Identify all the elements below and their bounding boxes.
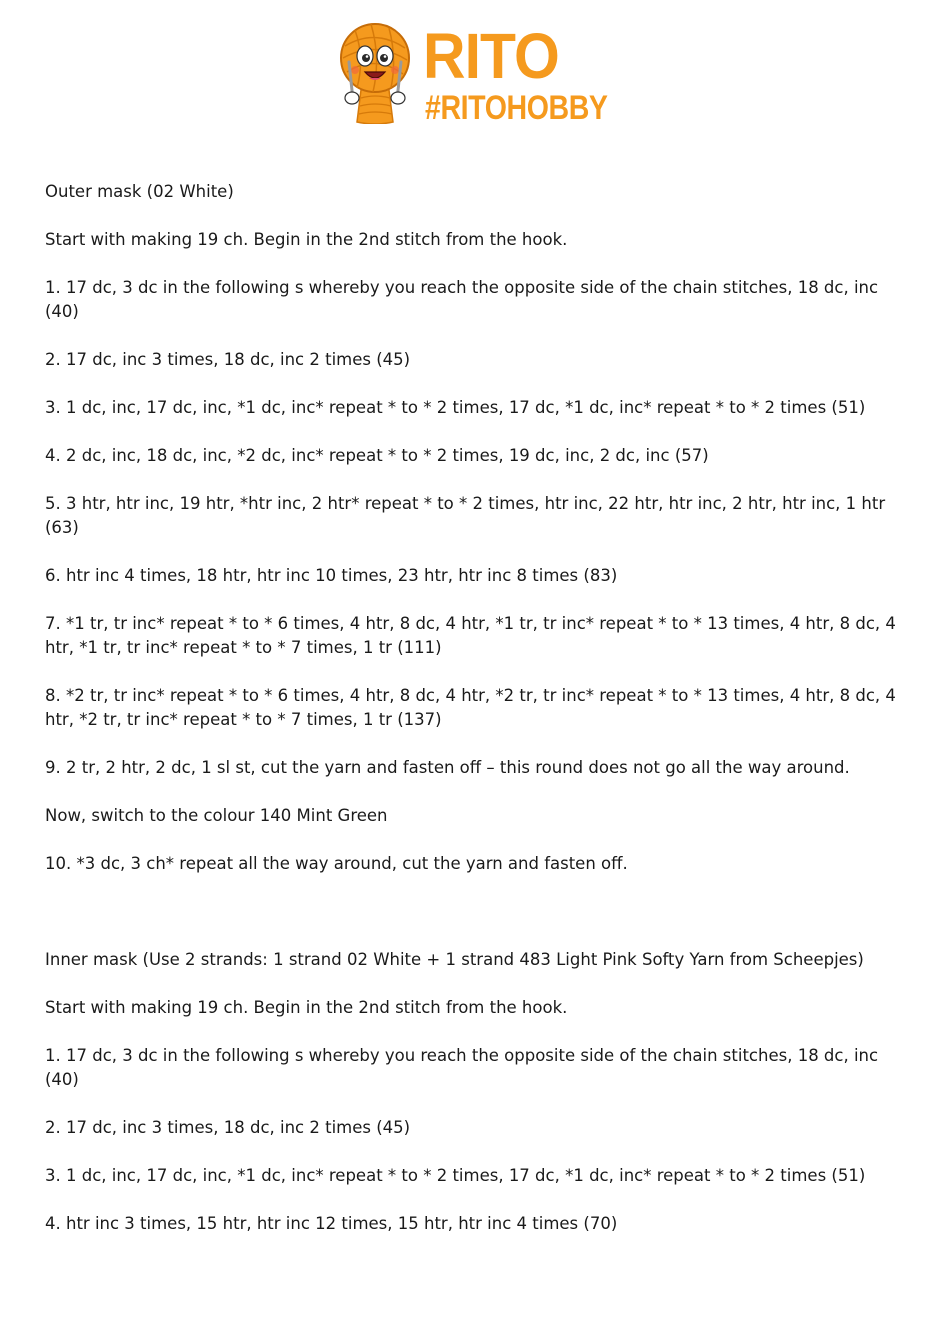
outer-mask-title: Outer mask (02 White)	[45, 182, 234, 201]
outer-row-3: 3. 1 dc, inc, 17 dc, inc, *1 dc, inc* repeat * to * 2 times, 17 dc, *1 dc, inc* repeat * to * 2 times (51)	[45, 398, 866, 417]
outer-row-2: 2. 17 dc, inc 3 times, 18 dc, inc 2 times (45)	[45, 350, 411, 369]
colour-switch-note: Now, switch to the colour 140 Mint Green	[45, 806, 388, 825]
brand-hashtag: #RITOHOBBY	[425, 89, 608, 127]
inner-row-4: 4. htr inc 3 times, 15 htr, htr inc 12 times, 15 htr, htr inc 4 times (70)	[45, 1214, 618, 1233]
outer-row-5: 5. 3 htr, htr inc, 19 htr, *htr inc, 2 htr* repeat * to * 2 times, htr inc, 22 htr, htr inc, 2 htr, htr inc, 1 htr (63)	[45, 494, 886, 537]
yarn-ball-mascot-logo	[335, 18, 415, 124]
outer-row-10: 10. *3 dc, 3 ch* repeat all the way around, cut the yarn and fasten off.	[45, 854, 628, 873]
inner-row-3: 3. 1 dc, inc, 17 dc, inc, *1 dc, inc* repeat * to * 2 times, 17 dc, *1 dc, inc* repeat * to * 2 times (51)	[45, 1166, 866, 1185]
outer-row-7: 7. *1 tr, tr inc* repeat * to * 6 times, 4 htr, 8 dc, 4 htr, *1 tr, tr inc* repeat * to * 13 times, 4 htr, 8 dc, 4 htr, *1 tr, tr inc* repeat * to * 7 times, 1 tr (111)	[45, 614, 896, 657]
outer-row-4: 4. 2 dc, inc, 18 dc, inc, *2 dc, inc* repeat * to * 2 times, 19 dc, inc, 2 dc, inc (57)	[45, 446, 709, 465]
outer-mask-intro: Start with making 19 ch. Begin in the 2nd stitch from the hook.	[45, 230, 568, 249]
inner-row-2: 2. 17 dc, inc 3 times, 18 dc, inc 2 times (45)	[45, 1118, 411, 1137]
outer-row-9: 9. 2 tr, 2 htr, 2 dc, 1 sl st, cut the yarn and fasten off – this round does not go all the way around.	[45, 758, 850, 777]
outer-row-6: 6. htr inc 4 times, 18 htr, htr inc 10 times, 23 htr, htr inc 8 times (83)	[45, 566, 618, 585]
inner-mask-title: Inner mask (Use 2 strands: 1 strand 02 White + 1 strand 483 Light Pink Softy Yarn from Scheepjes)	[45, 950, 864, 969]
inner-row-1: 1. 17 dc, 3 dc in the following s whereby you reach the opposite side of the chain stitches, 18 dc, inc (40)	[45, 1046, 879, 1089]
pattern-content	[45, 180, 905, 1260]
brand-name: RITO	[423, 20, 559, 92]
inner-mask-intro: Start with making 19 ch. Begin in the 2nd stitch from the hook.	[45, 998, 568, 1017]
brand-header	[335, 18, 625, 126]
outer-row-1: 1. 17 dc, 3 dc in the following s whereby you reach the opposite side of the chain stitches, 18 dc, inc (40)	[45, 278, 879, 321]
outer-row-8: 8. *2 tr, tr inc* repeat * to * 6 times, 4 htr, 8 dc, 4 htr, *2 tr, tr inc* repeat * to * 13 times, 4 htr, 8 dc, 4 htr, *2 tr, tr inc* repeat * to * 7 times, 1 tr (137)	[45, 686, 896, 729]
